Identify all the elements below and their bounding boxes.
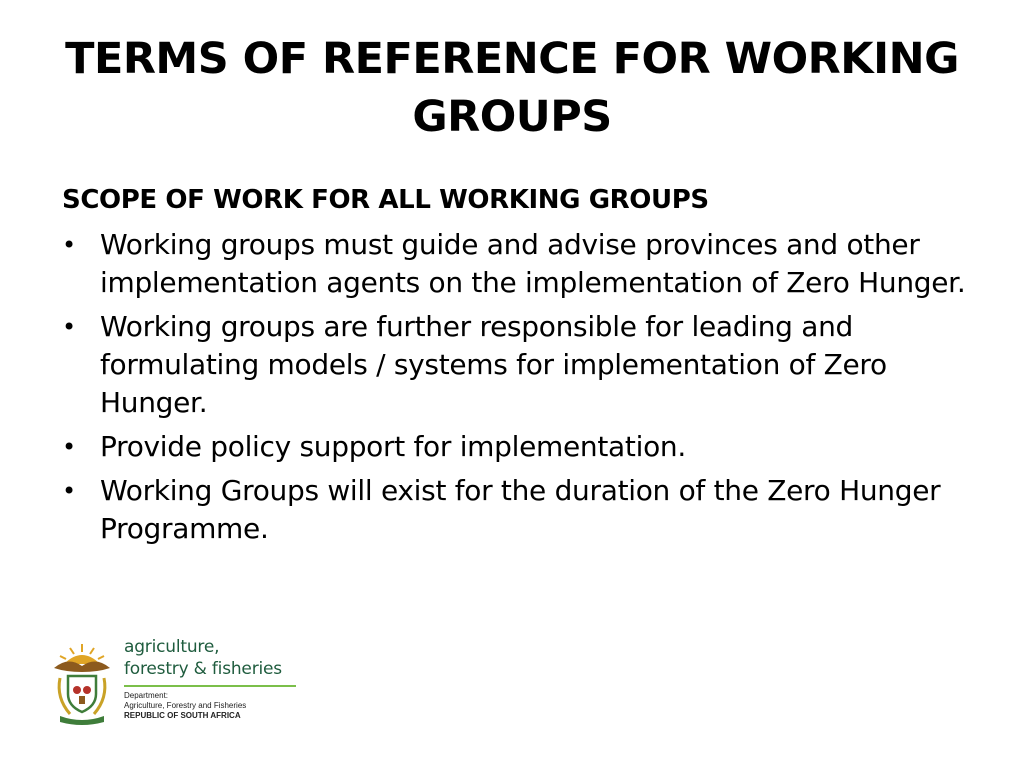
bullet-item bbox=[62, 226, 982, 302]
bullet-dot-icon: • bbox=[62, 433, 76, 461]
logo-text-block bbox=[124, 636, 310, 721]
slide-title bbox=[40, 30, 984, 146]
bullet-text: Working groups are further responsible for leading and formulating models / systems for implementation of Zero Hunger. bbox=[100, 310, 887, 419]
slide-subtitle: SCOPE OF WORK FOR ALL WORKING GROUPS bbox=[62, 185, 709, 215]
coat-of-arms-icon bbox=[50, 642, 114, 726]
slide-title-line-2: GROUPS bbox=[412, 92, 612, 142]
bullet-item bbox=[62, 308, 982, 422]
bullet-list bbox=[62, 226, 982, 554]
logo-line-agriculture: agriculture, bbox=[124, 637, 220, 657]
bullet-dot-icon: • bbox=[62, 313, 76, 341]
bullet-text: Provide policy support for implementation. bbox=[100, 430, 686, 463]
bullet-dot-icon: • bbox=[62, 477, 76, 505]
department-logo bbox=[50, 636, 310, 728]
logo-department-name: Agriculture, Forestry and Fisheries bbox=[124, 701, 247, 710]
logo-country: REPUBLIC OF SOUTH AFRICA bbox=[124, 711, 241, 720]
logo-divider bbox=[124, 685, 296, 687]
bullet-text: Working groups must guide and advise provinces and other implementation agents on the implementation of Zero Hunger. bbox=[100, 228, 966, 299]
slide-title-line-1: TERMS OF REFERENCE FOR WORKING bbox=[65, 34, 959, 84]
bullet-item bbox=[62, 428, 982, 466]
bullet-dot-icon: • bbox=[62, 231, 76, 259]
bullet-item bbox=[62, 472, 982, 548]
bullet-text: Working Groups will exist for the duration of the Zero Hunger Programme. bbox=[100, 474, 941, 545]
logo-line-forestry: forestry & fisheries bbox=[124, 659, 282, 679]
logo-department-label: Department: bbox=[124, 691, 169, 700]
